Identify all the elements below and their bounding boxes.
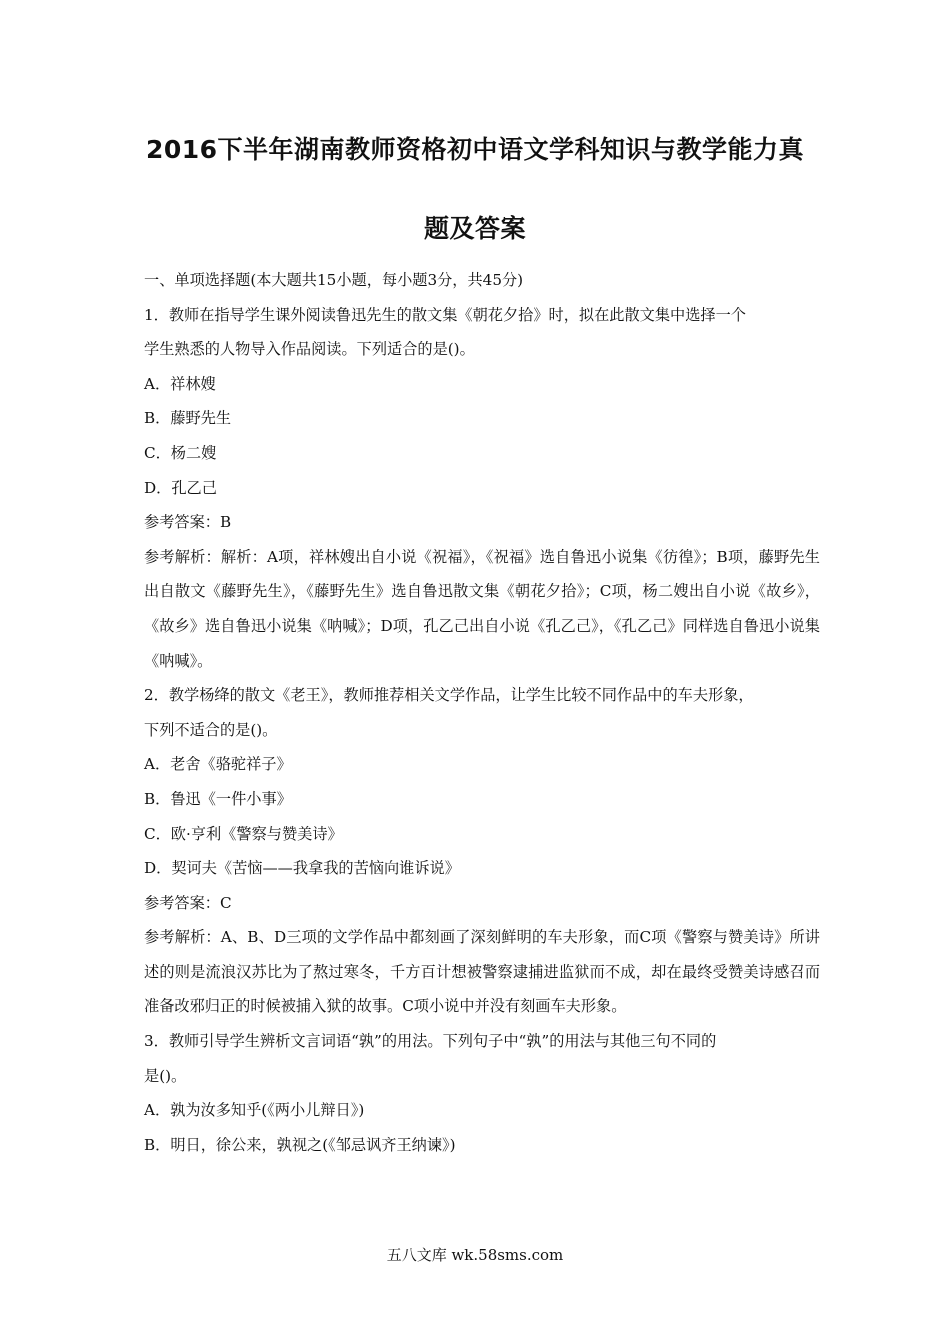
document-title-line-1: 2016下半年湖南教师资格初中语文学科知识与教学能力真: [145, 135, 805, 164]
document-body: [144, 263, 820, 1162]
question-2-stem-line-1: 2．教学杨绛的散文《老王》，教师推荐相关文学作品，让学生比较不同作品中的车夫形象，: [144, 686, 754, 705]
question-3-stem-line-1: 3．教师引导学生辨析文言词语“孰”的用法。下列句子中“孰”的用法与其他三句不同的: [144, 1032, 717, 1051]
question-2-option-a: A．老舍《骆驼祥子》: [144, 755, 292, 774]
question-1-answer: 参考答案：B: [144, 513, 232, 532]
document-title-line-2: 题及答案: [423, 214, 526, 243]
section-heading: 一、单项选择题(本大题共15小题，每小题3分，共45分): [144, 271, 524, 289]
page-footer-watermark: 五八文库 wk.58sms.com: [386, 1246, 564, 1264]
question-2-option-c: C．欧·亨利《警察与赞美诗》: [144, 824, 343, 843]
question-1-option-b: B．藤野先生: [144, 409, 232, 428]
question-2-option-b: B．鲁迅《一件小事》: [144, 789, 292, 808]
question-1-option-a: A．祥林嫂: [144, 374, 216, 393]
question-1-option-d: D．孔乙己: [144, 478, 217, 497]
question-2-answer: 参考答案：C: [144, 893, 232, 912]
question-2-stem-line-2: 下列不适合的是()。: [144, 720, 278, 739]
question-1-option-c: C．杨二嫂: [144, 443, 217, 462]
question-1-stem-line-1: 1．教师在指导学生课外阅读鲁迅先生的散文集《朝花夕拾》时，拟在此散文集中选择一个: [144, 305, 746, 324]
question-1-analysis: 参考解析：解析：A项，祥林嫂出自小说《祝福》，《祝福》选自鲁迅小说集《彷徨》；B项，藤野先生出自散文《藤野先生》，《藤野先生》选自鲁迅散文集《朝花夕拾》；C项，杨二嫂出自小说《故乡》，《故乡》选自鲁迅小说集《呐喊》；D项，孔乙己出自小说《孔乙己》，《孔乙己》同样选自鲁迅小说集《呐喊》。: [144, 547, 820, 670]
question-1-stem-line-2: 学生熟悉的人物导入作品阅读。下列适合的是()。: [144, 340, 475, 359]
question-3-option-a: A．孰为汝多知乎(《两小儿辩日》): [144, 1101, 365, 1120]
question-3-option-b: B．明日，徐公来，孰视之(《邹忌讽齐王纳谏》): [144, 1135, 456, 1154]
question-2-analysis: 参考解析：A、B、D三项的文学作品中都刻画了深刻鲜明的车夫形象，而C项《警察与赞美诗》所讲述的则是流浪汉苏比为了熬过寒冬，千方百计想被警察逮捕进监狱而不成，却在最终受赞美诗感召而准备改邪归正的时候被捕入狱的故事。C项小说中并没有刻画车夫形象。: [144, 928, 820, 1016]
question-3-stem-line-2: 是()。: [144, 1066, 187, 1085]
question-2-option-d: D．契诃夫《苦恼——我拿我的苦恼向谁诉说》: [144, 859, 460, 878]
